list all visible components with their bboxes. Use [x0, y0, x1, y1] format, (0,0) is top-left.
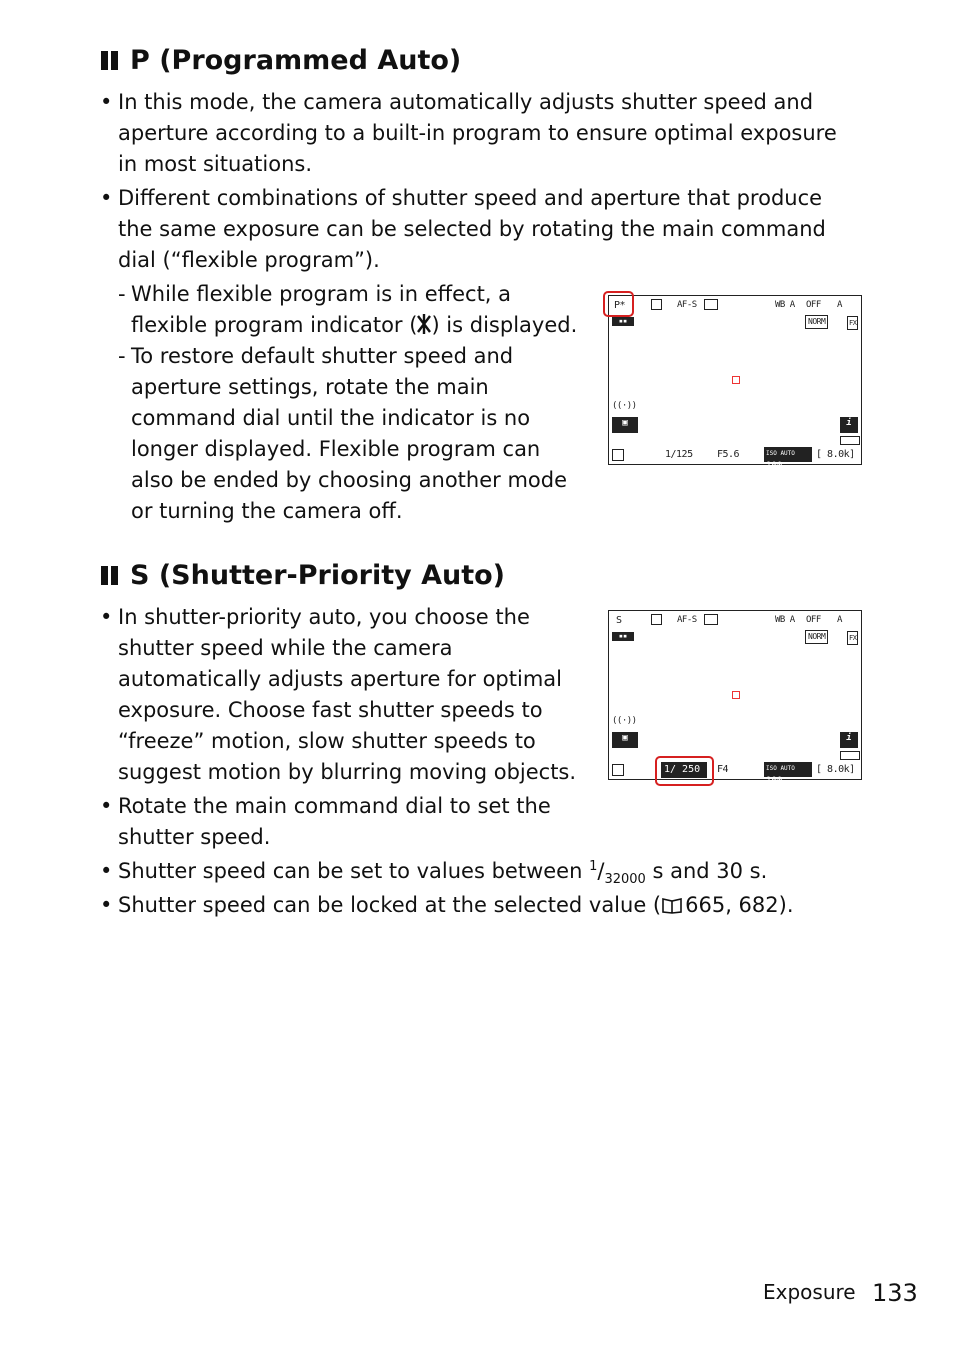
paragraph-text: Shutter speed can be set to values between — [118, 859, 590, 883]
page-number: 133 — [872, 1279, 918, 1307]
fraction-denominator: 32000 — [604, 872, 646, 888]
image-quality-icon: NORM — [805, 315, 828, 329]
dash-marker: - — [118, 282, 126, 306]
paragraph-text: Shutter speed can be locked at the selected value ( — [118, 893, 662, 917]
vibration-reduction-icon: ((·)) — [612, 401, 637, 411]
adl-icon: OFF — [806, 615, 821, 625]
paragraph-text: 665, 682). — [685, 893, 794, 917]
exposure-mode-icon — [612, 449, 624, 461]
heading-marker-icon — [101, 566, 118, 585]
af-mode-icon: AF-S — [677, 615, 697, 625]
fraction-numerator: 1 — [589, 859, 598, 874]
battery-icon — [840, 751, 860, 760]
shots-value: 8.0k — [827, 764, 850, 775]
iso-value: 100 — [766, 461, 783, 471]
image-area-icon: FX — [847, 631, 858, 645]
iso-label: ISO AUTO — [766, 450, 795, 457]
bullet-dot-icon: • — [100, 893, 113, 917]
flexible-program-icon — [417, 313, 431, 344]
battery-icon — [840, 436, 860, 445]
paragraph: Rotate the main command dial to set the shutter speed. — [118, 794, 551, 849]
bullet-dot-icon: • — [100, 605, 113, 629]
mode-indicator: P* — [614, 300, 626, 311]
shutter-speed-value: 1/125 — [665, 449, 693, 460]
touch-shutter-icon: ▣ — [612, 417, 638, 433]
focus-point — [732, 691, 740, 699]
shots-remaining: [ 8.0k] — [816, 764, 855, 775]
shots-remaining: [ 8.0k] — [816, 449, 855, 460]
af-mode-icon: AF-S — [677, 300, 697, 310]
shutter-speed-value: 1/ 250 — [661, 762, 707, 778]
camera-display-s — [608, 610, 862, 786]
heading-marker-icon — [101, 51, 118, 70]
section-heading-s — [101, 560, 505, 591]
focus-point — [732, 376, 740, 384]
footer-section-label: Exposure — [763, 1280, 856, 1304]
picture-control-icon: A — [837, 300, 842, 310]
aperture-value: F4 — [717, 764, 729, 775]
white-balance-icon: WB A — [775, 615, 795, 625]
sub-paragraph: To restore default shutter speed and aperture settings, rotate the main command dial until the indicator is no longer displayed. Flexible program can also be ended by choosing another mode or turning the camera off. — [131, 344, 568, 523]
iso-display — [764, 762, 812, 786]
mode-indicator: S — [616, 615, 622, 626]
paragraph — [118, 890, 858, 923]
section-heading-p — [101, 45, 461, 76]
paragraph: In shutter-priority auto, you choose the shutter speed while the camera automatically adjusts aperture for optimal exposure. Choose fast shutter speeds to “freeze” motion, slow shutter speeds to suggest motion by blurring moving objects. — [118, 605, 577, 784]
iso-label: ISO AUTO — [766, 765, 795, 772]
i-button-icon: i — [840, 732, 858, 748]
mode-highlight-box — [603, 291, 634, 317]
af-area-icon — [704, 614, 718, 625]
section-title: P (Programmed Auto) — [130, 45, 462, 76]
release-mode-icon — [651, 614, 662, 625]
adl-icon: OFF — [806, 300, 821, 310]
iso-display — [764, 447, 812, 471]
camera-display-p — [608, 295, 862, 471]
paragraph: In this mode, the camera automatically adjusts shutter speed and aperture according to a built-in program to ensure optimal exposure in most situations. — [118, 90, 837, 176]
shots-value: 8.0k — [827, 449, 850, 460]
metering-icon: ▪▪ — [612, 632, 634, 641]
bullet-dot-icon: • — [100, 859, 113, 883]
sub-text: While flexible program is in effect, a flexible program indicator ( — [131, 282, 512, 337]
touch-shutter-icon: ▣ — [612, 732, 638, 748]
release-mode-icon — [651, 299, 662, 310]
bullet-dot-icon: • — [100, 186, 113, 210]
sub-paragraph — [131, 279, 586, 344]
picture-control-icon: A — [837, 615, 842, 625]
shutter-highlight-box — [655, 756, 714, 786]
paragraph-text: s and 30 s. — [645, 859, 768, 883]
sub-text: ) is displayed. — [431, 313, 578, 337]
section-title: S (Shutter-Priority Auto) — [130, 560, 506, 591]
bullet-dot-icon: • — [100, 794, 113, 818]
af-area-icon — [704, 299, 718, 310]
i-button-icon: i — [840, 417, 858, 433]
image-area-icon: FX — [847, 316, 858, 330]
iso-value: 100 — [766, 776, 783, 786]
dash-marker: - — [118, 344, 126, 368]
white-balance-icon: WB A — [775, 300, 795, 310]
book-reference-icon — [661, 892, 683, 923]
image-quality-icon: NORM — [805, 630, 828, 644]
vibration-reduction-icon: ((·)) — [612, 716, 637, 726]
aperture-value: F5.6 — [717, 449, 740, 460]
metering-icon: ▪▪ — [612, 317, 634, 326]
exposure-mode-icon — [612, 764, 624, 776]
paragraph: Different combinations of shutter speed and aperture that produce the same exposure can be selected by rotating the main command dial (“flexible program”). — [118, 186, 826, 272]
paragraph: Shutter speed can be set to values between $^1/_{32000}$ s and 30 s. — [118, 859, 768, 888]
bullet-dot-icon: • — [100, 90, 113, 114]
